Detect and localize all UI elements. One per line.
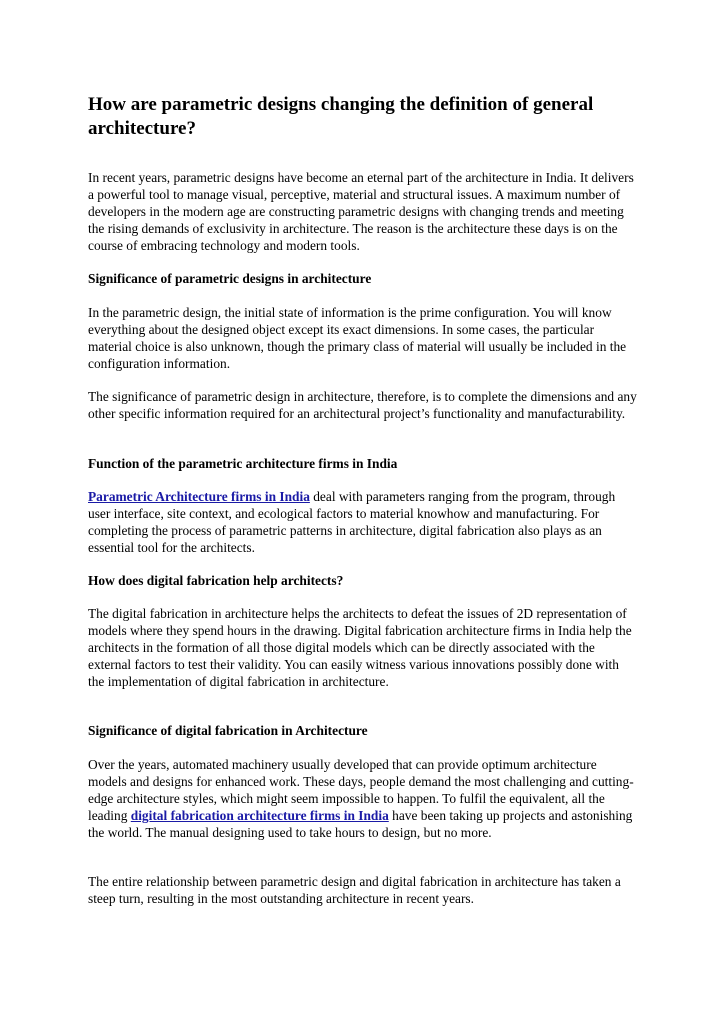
section-heading-significance-digital-fabrication: Significance of digital fabrication in Architecture bbox=[88, 723, 368, 738]
link-parametric-architecture-firms[interactable]: Parametric Architecture firms in India bbox=[88, 489, 310, 504]
paragraph-significance-text-before: Over the years, automated machinery usually developed that can provide optimum architecture models and designs for enhanced work. These days, people demand the most challenging and cutting-edge architecture styles, which might seem impossible to happen. To fulfil the equivalent, all the leading bbox=[88, 757, 634, 823]
section-heading-significance-parametric: Significance of parametric designs in architecture bbox=[88, 271, 372, 286]
paragraph-significance-digital-fabrication bbox=[88, 756, 638, 841]
paragraph-parametric-configuration: In the parametric design, the initial state of information is the prime configuration. You will know everything about the designed object except its exact dimensions. In some cases, the particular material choice is also unknown, though the primary class of material will usually be included in the configuration information. bbox=[88, 305, 627, 371]
paragraph-parametric-significance: The significance of parametric design in architecture, therefore, is to complete the dimensions and any other specific information required for an architectural project’s functionality and manufacturability. bbox=[88, 389, 637, 421]
page-title: How are parametric designs changing the definition of general architecture? bbox=[88, 94, 594, 139]
paragraph-significance-text-after: have been taking up projects and astonishing the world. The manual designing used to take hours to design, but no more. bbox=[88, 808, 633, 840]
paragraph-digital-fabrication-help: The digital fabrication in architecture helps the architects to defeat the issues of 2D representation of models where they spend hours in the drawing. Digital fabrication architecture firms in India help the architects in the formation of all those digital models which can be directly associated with the external factors to test their validity. You can easily witness various innovations possibly done with the implementation of digital fabrication in architecture. bbox=[88, 606, 632, 689]
paragraph-function-firms-text: deal with parameters ranging from the program, through user interface, site context, and ecological factors to material knowhow and manufacturing. For completing the process of parametric patterns in architecture, digital fabrication also plays as an essential tool for the architects. bbox=[88, 489, 616, 555]
link-digital-fabrication-firms[interactable]: digital fabrication architecture firms in India bbox=[130, 808, 389, 823]
paragraph-function-firms bbox=[88, 488, 638, 556]
closing-paragraph: The entire relationship between parametric design and digital fabrication in architecture has taken a steep turn, resulting in the most outstanding architecture in recent years. bbox=[88, 874, 621, 906]
section-heading-function-firms: Function of the parametric architecture firms in India bbox=[88, 456, 398, 471]
intro-paragraph: In recent years, parametric designs have become an eternal part of the architecture in India. It delivers a powerful tool to manage visual, perceptive, material and structural issues. A maximum number of developers in the modern age are constructing parametric designs with changing trends and meeting the rising demands of exclusivity in architecture. The reason is the architecture these days is on the course of embracing technology and modern tools. bbox=[88, 170, 634, 253]
section-heading-digital-fabrication-help: How does digital fabrication help architects? bbox=[88, 573, 344, 588]
